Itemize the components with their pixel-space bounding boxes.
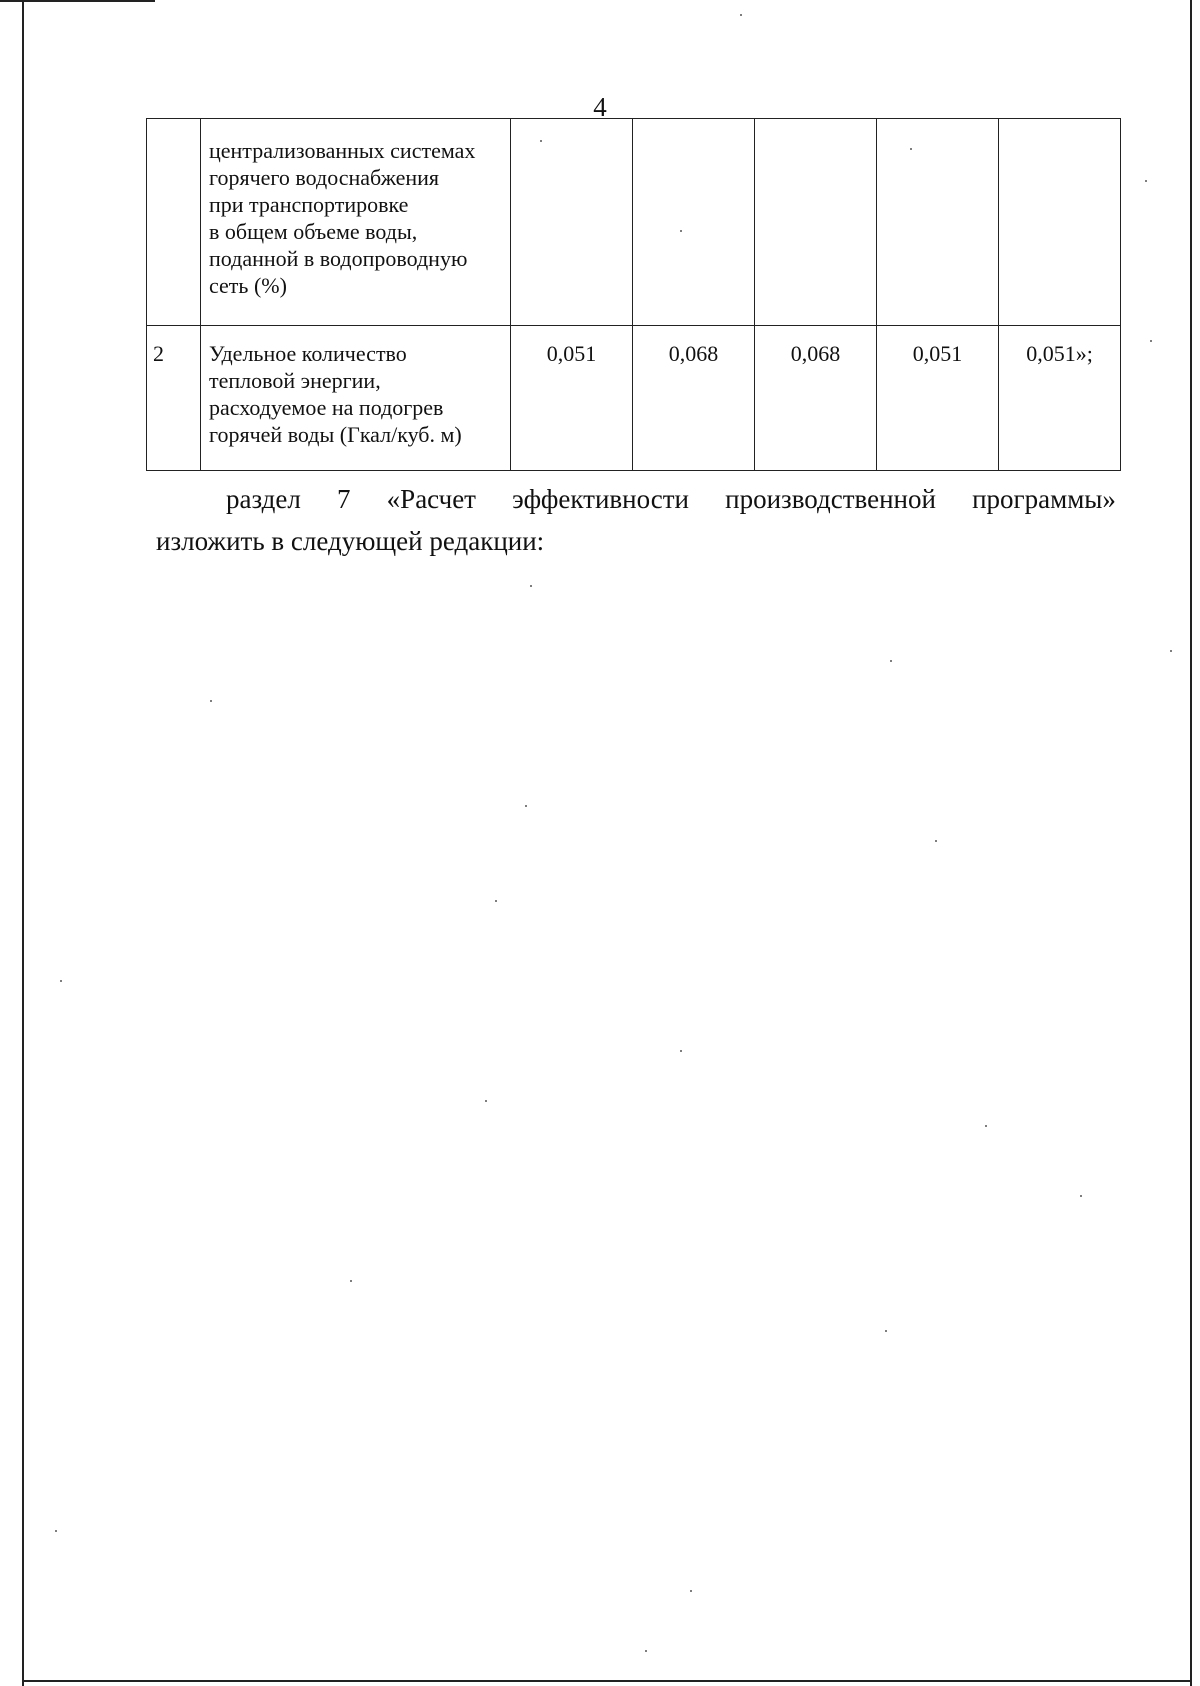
table-row <box>147 119 1121 326</box>
scan-speck <box>885 1330 887 1332</box>
scan-border-right <box>1190 0 1192 1686</box>
value-cell: 0,051»; <box>999 326 1121 471</box>
scan-speck <box>740 14 742 16</box>
scan-speck <box>680 230 682 232</box>
description-line: горячей воды (Гкал/куб. м) <box>209 422 462 447</box>
paragraph-word: эффективности <box>512 484 689 514</box>
scan-speck <box>530 585 532 587</box>
paragraph-word: производственной <box>725 484 936 514</box>
value-cell <box>877 119 999 326</box>
scan-speck <box>645 1650 647 1652</box>
row-number-cell <box>147 119 201 326</box>
value-cell <box>633 119 755 326</box>
scan-speck <box>495 900 497 902</box>
value-cell <box>999 119 1121 326</box>
scan-border-left <box>22 0 24 1686</box>
scan-speck <box>890 660 892 662</box>
scan-speck <box>540 140 542 142</box>
scan-border-bottom <box>22 1680 1192 1682</box>
paragraph-word: «Расчет <box>386 484 476 514</box>
scan-speck <box>210 700 212 702</box>
scan-speck <box>985 1125 987 1127</box>
value-cell: 0,051 <box>511 326 633 471</box>
description-line: горячего водоснабжения <box>209 165 440 190</box>
description-line: при транспортировке <box>209 192 409 217</box>
value-cell: 0,068 <box>633 326 755 471</box>
description-line: централизованных системах <box>209 138 476 163</box>
description-line: Удельное количество <box>209 341 407 366</box>
row-number-cell: 2 <box>147 326 201 471</box>
scan-speck <box>485 1100 487 1102</box>
paragraph-word: раздел <box>226 484 301 514</box>
scan-border-top <box>0 0 155 2</box>
paragraph-line-2: изложить в следующей редакции: <box>156 526 545 556</box>
scan-speck <box>690 1590 692 1592</box>
scan-speck <box>935 840 937 842</box>
scan-speck <box>350 1280 352 1282</box>
value-cell <box>511 119 633 326</box>
scan-speck <box>525 805 527 807</box>
description-line: тепловой энергии, <box>209 368 381 393</box>
scan-speck <box>680 1050 682 1052</box>
row-description-cell <box>201 119 511 326</box>
paragraph-word: 7 <box>337 484 351 514</box>
scan-speck <box>60 980 62 982</box>
value-cell: 0,051 <box>877 326 999 471</box>
description-line: сеть (%) <box>209 273 287 298</box>
scan-speck <box>1170 650 1172 652</box>
page-number: 4 <box>593 92 607 122</box>
row-description-cell <box>201 326 511 471</box>
description-line: поданной в водопроводную <box>209 246 468 271</box>
scan-speck <box>910 148 912 150</box>
paragraph-line-1 <box>156 478 1116 520</box>
value-cell <box>755 119 877 326</box>
value-cell: 0,068 <box>755 326 877 471</box>
scan-speck <box>1145 180 1147 182</box>
scan-speck <box>1150 340 1152 342</box>
paragraph-word: программы» <box>972 484 1116 514</box>
body-paragraph <box>156 478 1116 562</box>
description-line: в общем объеме воды, <box>209 219 418 244</box>
indicator-table <box>146 118 1121 471</box>
scan-speck <box>1080 1195 1082 1197</box>
description-line: расходуемое на подогрев <box>209 395 444 420</box>
table-row <box>147 326 1121 471</box>
scan-speck <box>55 1530 57 1532</box>
